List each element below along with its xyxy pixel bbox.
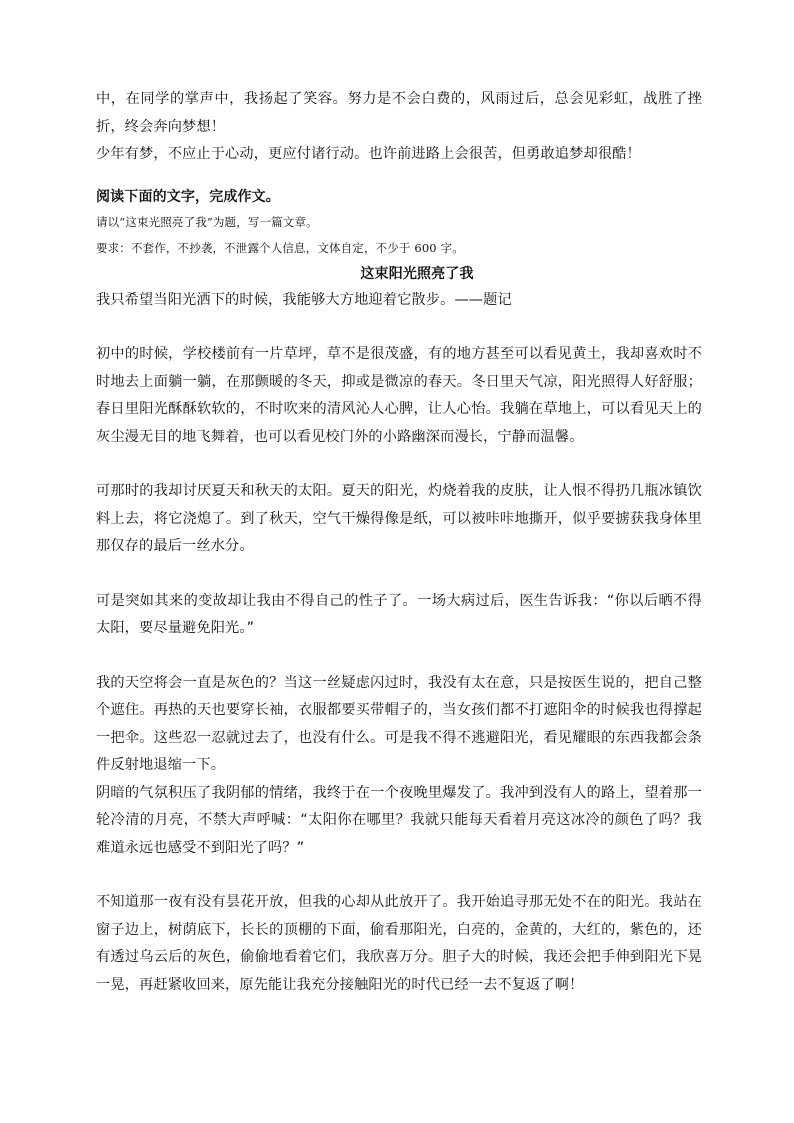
essay-paragraph: 阴暗的气氛积压了我阴郁的情绪，我终于在一个夜晚里爆发了。我冲到没有人的路上，望着那一轮冷清的月亮，不禁大声呼喊：“太阳你在哪里？我就只能每天看着月亮这冰冷的颜色了吗？我难道永远也感受不到阳光了吗？”	[96, 784, 702, 856]
essay-paragraph: 可是突如其来的变故却让我由不得自己的性子了。一场大病过后，医生告诉我：“你以后晒不得太阳，要尽量避免阳光。”	[96, 592, 702, 636]
document-page	[96, 86, 702, 999]
essay-paragraph: 我的天空将会一直是灰色的？当这一丝疑虑闪过时，我没有太在意，只是按医生说的，把自己整个遮住。再热的天也要穿长袖，衣服都要买带帽子的，当女孩们都不打遮阳伞的时候我也得撑起一把伞。这些忍一忍就过去了，也没有什么。可是我不得不逃避阳光，看见耀眼的东西我都会条件反射地退缩一下。	[96, 674, 702, 773]
essay-paragraph: 可那时的我却讨厌夏天和秋天的太阳。夏天的阳光，灼烧着我的皮肤，让人恨不得扔几瓶冰镇饮料上去，将它浇熄了。到了秋天，空气干燥得像是纸，可以被咔咔地撕开，似乎要掳获我身体里那仅存的最后一丝水分。	[96, 483, 702, 554]
spacer	[96, 451, 702, 478]
essay-paragraph: 不知道那一夜有没有昙花开放，但我的心却从此放开了。我开始追寻那无处不在的阳光。我站在窗子边上，树荫底下，长长的顶棚的下面，偷看那阳光，白亮的，金黄的，大红的，紫色的，还有透过乌云后的灰色，偷偷地看着它们，我欣喜万分。胆子大的时候，我还会把手伸到阳光下晃一晃，再赶紧收回来，原先能让我充分接触阳光的时代已经一去不复返了啊！	[96, 894, 702, 993]
essay-title: 这束阳光照亮了我	[360, 265, 474, 282]
essay-paragraph: 初中的时候，学校楼前有一片草坪，草不是很茂盛，有的地方甚至可以看见黄土，我却喜欢时不时地去上面躺一躺，在那颤暖的冬天，抑或是微凉的春天。冬日里天气凉，阳光照得人好舒服；春日里阳光酥酥软软的，不时吹来的清风沁人心脾，让人心怡。我躺在草地上，可以看见天上的灰尘漫无目的地飞舞着，也可以看见校门外的小路幽深而漫长，宁静而温馨。	[96, 346, 702, 445]
intro-paragraph-2: 少年有梦，不应止于心动，更应付诸行动。也许前进路上会很苦，但勇敢追梦却很酷！	[96, 146, 641, 162]
spacer	[96, 314, 702, 341]
essay-epigraph: 我只希望当阳光洒下的时候，我能够大方地迎着它散步。——题记	[96, 291, 512, 308]
intro-paragraph-1: 中，在同学的掌声中，我扬起了笑容。努力是不会白费的，风雨过后，总会见彩虹，战胜了挫折，终会奔向梦想！	[96, 91, 702, 135]
task-requirements: 要求：不套作，不抄袭，不泄露个人信息，文体自定，不少于 600 字。	[96, 240, 464, 255]
spacer	[96, 169, 702, 185]
spacer	[96, 862, 702, 889]
task-prompt: 请以“这束光照亮了我”为题，写一篇文章。	[96, 214, 318, 229]
spacer	[96, 643, 702, 670]
task-heading: 阅读下面的文字，完成作文。	[96, 188, 280, 205]
spacer	[96, 561, 702, 588]
